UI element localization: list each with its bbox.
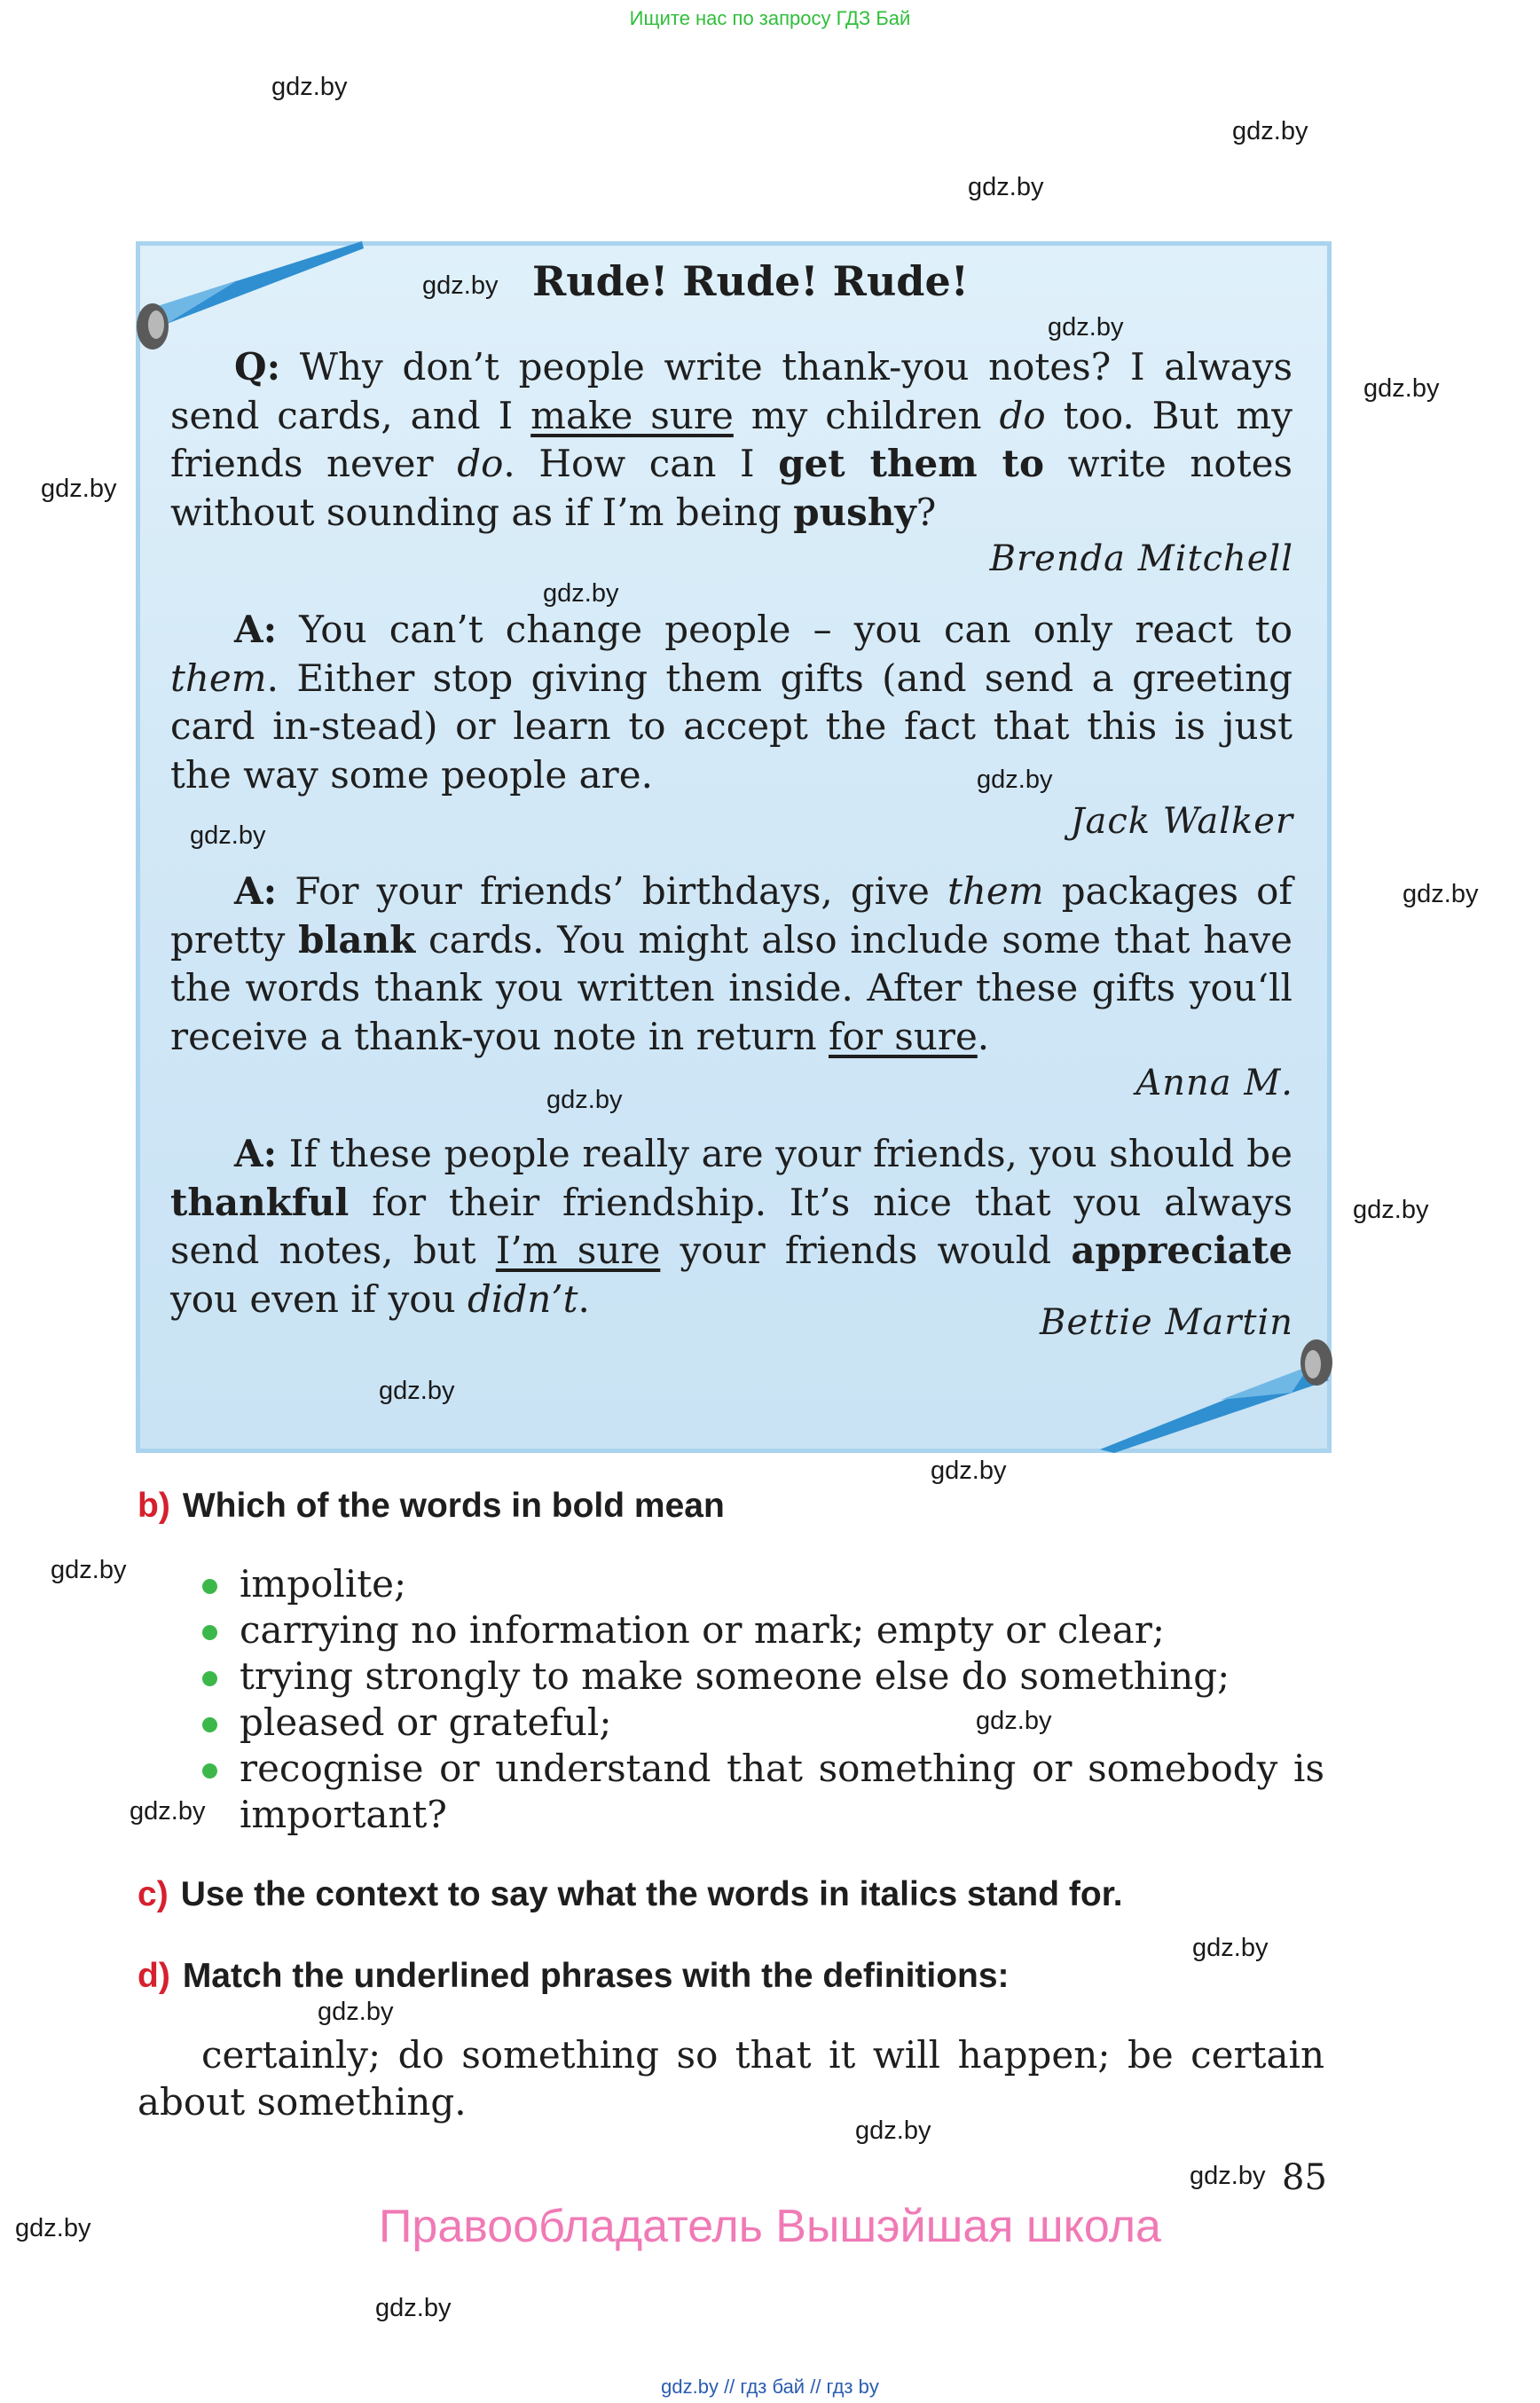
watermark: gdz.by — [41, 475, 117, 503]
watermark: gdz.by — [375, 2294, 452, 2322]
definition-list — [202, 1561, 1324, 1838]
task-letter: d) — [138, 1957, 170, 1995]
text-run: . Either stop giving them gifts (and send a greeting card in-stead) or learn to accept the fact that this is just the way some people are. — [170, 656, 1292, 797]
italic-word: do — [457, 442, 504, 485]
watermark: gdz.by — [977, 766, 1053, 794]
watermark: gdz.by — [1192, 1934, 1269, 1962]
task-c-heading — [138, 1875, 1123, 1914]
list-item: recognise or understand that something or somebody is important? — [202, 1746, 1324, 1838]
text-run: . How can I — [503, 442, 779, 485]
text-run: You can’t change people – you can only react to — [277, 608, 1292, 651]
question-paragraph — [170, 343, 1292, 537]
text-run: ? — [915, 490, 937, 534]
bold-word: thankful — [170, 1180, 350, 1224]
text-run: too. But my friends never — [170, 393, 1292, 485]
watermark: gdz.by — [379, 1377, 455, 1405]
answer-3-paragraph — [170, 1130, 1292, 1323]
text-run: for their friendship. It’s nice that you always send notes, but — [170, 1180, 1292, 1272]
answer-label: A: — [234, 1132, 278, 1175]
italic-word: do — [999, 393, 1046, 437]
watermark: gdz.by — [543, 579, 619, 608]
top-banner: Ищите нас по запросу ГДЗ Бай — [629, 7, 911, 29]
text-run: For your friends’ birthdays, give — [277, 869, 947, 913]
page-number: 85 — [1282, 2157, 1327, 2198]
letter-title: Rude! Rude! Rude! — [532, 257, 969, 305]
list-item: pleased or grateful; — [202, 1700, 1324, 1746]
watermark: gdz.by — [976, 1707, 1052, 1735]
watermark: gdz.by — [1402, 880, 1479, 908]
list-item: trying strongly to make someone else do something; — [202, 1653, 1324, 1700]
task-text: Use the context to say what the words in italics stand for. — [180, 1875, 1123, 1913]
watermark: gdz.by — [422, 271, 499, 300]
question-label: Q: — [234, 345, 281, 389]
signature-brenda: Brenda Mitchell — [989, 538, 1293, 579]
watermark: gdz.by — [1363, 374, 1440, 403]
curl-corner-top-left — [131, 240, 371, 355]
text-run: cards. You might also include some that have the words thank you written inside. After these gifts you‘ll receive a thank-you note in return — [170, 917, 1292, 1058]
task-text: Which of the words in bold mean — [182, 1487, 725, 1525]
watermark: gdz.by — [855, 2116, 931, 2145]
curl-corner-bottom-right — [1096, 1331, 1336, 1455]
signature-anna: Anna M. — [1135, 1063, 1293, 1103]
bold-word: appreciate — [1071, 1229, 1293, 1272]
text-run: packages of pretty — [170, 869, 1293, 962]
list-item: impolite; — [202, 1561, 1324, 1607]
answer-label: A: — [234, 869, 278, 913]
text-run: Why don’t people write thank-you notes? I always send cards, and I — [170, 345, 1292, 437]
answer-2-paragraph — [170, 868, 1292, 1061]
task-text: Match the underlined phrases with the definitions: — [182, 1957, 1010, 1995]
signature-bettie: Bettie Martin — [1040, 1302, 1293, 1343]
answer-1-paragraph — [170, 606, 1292, 799]
watermark: gdz.by — [190, 821, 266, 850]
task-letter: c) — [138, 1875, 169, 1913]
watermark: gdz.by — [968, 173, 1044, 201]
underlined-phrase: make sure — [530, 393, 734, 437]
watermark: gdz.by — [931, 1457, 1007, 1485]
task-d-heading — [138, 1957, 1010, 1996]
task-b-heading — [138, 1487, 725, 1526]
bold-phrase: get them to — [778, 442, 1044, 485]
answer-label: A: — [234, 608, 278, 651]
underlined-phrase: I’m sure — [495, 1229, 661, 1272]
watermark: gdz.by — [1232, 117, 1308, 145]
text-run: write notes without sounding as if I’m being — [170, 442, 1292, 534]
watermark: gdz.by — [51, 1556, 127, 1584]
watermark: gdz.by — [1190, 2162, 1266, 2190]
watermark: gdz.by — [271, 73, 348, 101]
watermark: gdz.by — [1048, 313, 1124, 342]
text-run: If these people really are your friends, you should be — [277, 1132, 1292, 1175]
italic-word: didn’t — [468, 1276, 578, 1321]
text-run: my children — [733, 393, 1000, 437]
watermark: gdz.by — [318, 1998, 394, 2026]
watermark: gdz.by — [1353, 1196, 1429, 1224]
watermark: gdz.by — [130, 1797, 206, 1826]
text-run: you even if you — [170, 1276, 468, 1321]
italic-word: them — [170, 656, 267, 700]
signature-jack: Jack Walker — [1070, 801, 1293, 842]
bold-word: blank — [298, 917, 416, 962]
list-item: carrying no information or mark; empty or clear; — [202, 1607, 1324, 1653]
watermark: gdz.by — [546, 1086, 623, 1114]
text-run: . — [977, 1014, 990, 1058]
task-letter: b) — [138, 1487, 170, 1525]
italic-word: them — [947, 869, 1044, 913]
watermark: gdz.by — [15, 2214, 91, 2242]
bold-word: pushy — [793, 490, 916, 534]
text-run: your friends would — [660, 1229, 1072, 1272]
copyright-notice: Правообладатель Вышэйшая школа — [379, 2201, 1161, 2252]
footer-links: gdz.by // гдз бай // гдз by — [661, 2376, 879, 2398]
definitions-paragraph: certainly; do something so that it will happen; be certain about something. — [138, 2033, 1324, 2124]
text-run: . — [578, 1276, 590, 1321]
underlined-phrase: for sure — [829, 1014, 978, 1058]
